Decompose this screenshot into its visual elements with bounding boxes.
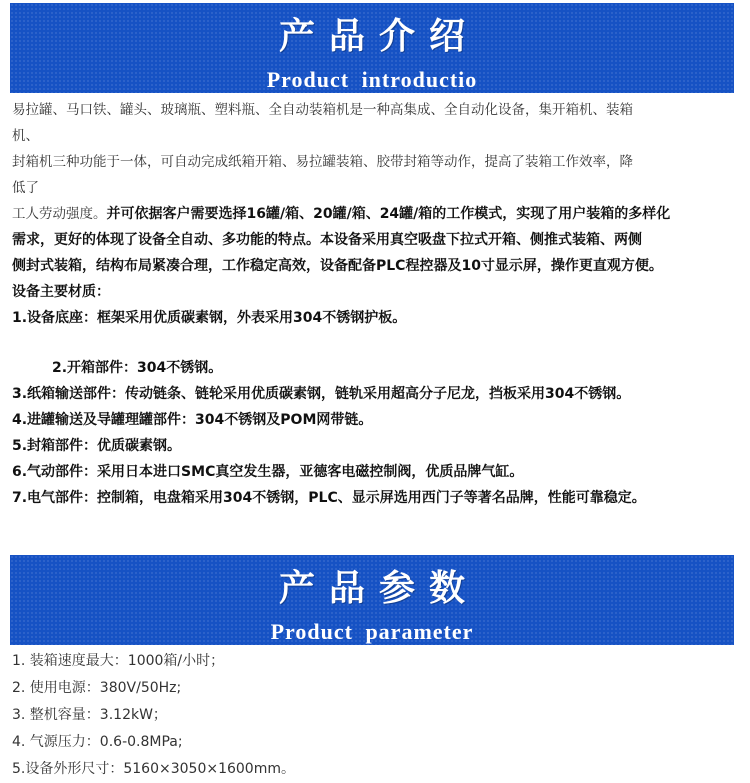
param-row-power-supply: 2. 使用电源：380V/50Hz; — [12, 680, 182, 696]
material-item-4: 4.进罐输送及导罐理罐部件：304不锈钢及POM网带链。 — [12, 412, 373, 428]
material-item-7: 7.电气部件：控制箱，电盘箱采用304不锈钢，PLC、显示屏选用西门子等著名品牌，性能可靠稳定。 — [12, 490, 646, 506]
intro-line-2: 机、 — [12, 128, 39, 144]
material-item-5: 5.封箱部件：优质碳素钢。 — [12, 438, 182, 454]
params-banner-cn-title: 产品参数 — [278, 568, 479, 609]
product-intro-text — [12, 97, 736, 511]
intro-line-5 — [12, 201, 736, 227]
intro-line-5-plain: 工人劳动强度。 — [12, 206, 107, 222]
param-row-capacity: 3. 整机容量：3.12kW； — [12, 707, 167, 723]
intro-line-1: 易拉罐、马口铁、罐头、玻璃瓶、塑料瓶、全自动装箱机是一种高集成、全自动化设备，集开箱机、装箱 — [12, 102, 633, 118]
param-row-air-pressure: 4. 气源压力：0.6-0.8MPa; — [12, 734, 183, 750]
intro-line-6: 需求，更好的体现了设备全自动、多功能的特点。本设备采用真空吸盘下拉式开箱、侧推式装箱、两侧 — [12, 232, 642, 248]
intro-banner — [10, 3, 734, 93]
material-item-2: 2.开箱部件：304不锈钢。 — [52, 360, 223, 376]
material-item-1: 1.设备底座：框架采用优质碳素钢，外表采用304不锈钢护板。 — [12, 310, 407, 326]
intro-banner-en-title: Product introductio — [266, 67, 478, 92]
intro-banner-cn-title: 产品介绍 — [278, 16, 479, 57]
params-banner-en-title: Product parameter — [270, 619, 474, 644]
materials-title: 设备主要材质： — [12, 284, 110, 300]
intro-line-5-bold: 并可依据客户需要选择16罐/箱、20罐/箱、24罐/箱的工作模式，实现了用户装箱的多样化 — [106, 206, 671, 222]
spacer — [12, 331, 736, 355]
product-params-list — [12, 648, 736, 783]
material-item-3: 3.纸箱输送部件：传动链条、链轮采用优质碳素钢，链轨采用超高分子尼龙，挡板采用304不锈钢。 — [12, 386, 631, 402]
param-row-speed: 1. 装箱速度最大：1000箱/小时； — [12, 653, 225, 669]
intro-line-7: 侧封式装箱，结构布局紧凑合理，工作稳定高效，设备配备PLC程控器及10寸显示屏，操作更直观方便。 — [12, 258, 663, 274]
material-item-6: 6.气动部件：采用日本进口SMC真空发生器，亚德客电磁控制阀，优质品牌气缸。 — [12, 464, 524, 480]
intro-line-4: 低了 — [12, 180, 39, 196]
params-banner — [10, 555, 734, 645]
intro-line-3: 封箱机三种功能于一体，可自动完成纸箱开箱、易拉罐装箱、胶带封箱等动作，提高了装箱工作效率，降 — [12, 154, 633, 170]
param-row-dimensions: 5.设备外形尺寸：5160×3050×1600mm。 — [12, 761, 295, 777]
